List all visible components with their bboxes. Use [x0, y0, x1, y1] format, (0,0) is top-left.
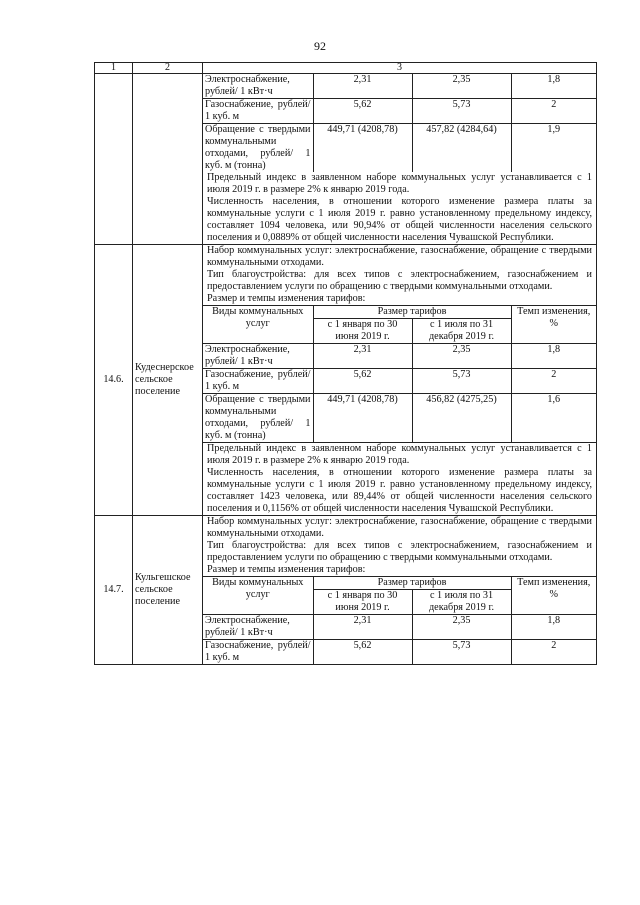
table-row: [203, 615, 596, 640]
service-name: Обращение с твердыми коммунальными отходами, рублей/ 1 куб. м (тонна): [203, 124, 313, 173]
settlement-row-14-7: [95, 516, 597, 665]
change-rate: 1,9: [511, 124, 596, 173]
header-jul-dec: с 1 июля по 31 декабря 2019 г.: [412, 590, 511, 615]
header-jul-dec: с 1 июля по 31 декабря 2019 г.: [412, 319, 511, 344]
tariff-jul: 2,35: [412, 344, 511, 369]
item-number: 14.7.: [95, 516, 133, 665]
header-tariff-size: Размер тарифов: [313, 577, 511, 590]
change-rate: 2: [511, 99, 596, 124]
item-number: 14.6.: [95, 245, 133, 516]
change-rate: 1,8: [511, 74, 596, 99]
tariff-subtable: [203, 74, 596, 172]
service-name: Электроснабжение, рублей/ 1 кВт·ч: [203, 344, 313, 369]
table-row: [203, 640, 596, 665]
limit-index-note: Предельный индекс в заявленном наборе коммунальных услуг устанавливается с 1 июля 2019 г. в размере 2% к январю 2019 года.: [203, 442, 596, 467]
table-row: [203, 344, 596, 369]
service-name: Газоснабжение, рублей/ 1 куб. м: [203, 369, 313, 394]
tariff-jul: 2,35: [412, 615, 511, 640]
change-rate: 1,8: [511, 344, 596, 369]
settlement-name: Кульгешское сельское поселение: [133, 516, 203, 665]
tariff-jul: 2,35: [412, 74, 511, 99]
header-change-rate: Темп изменения, %: [511, 577, 596, 615]
tariff-caption: Размер и темпы изменения тарифов:: [207, 293, 366, 304]
continued-settlement-row: [95, 74, 597, 245]
page-number: 92: [314, 39, 326, 53]
improvement-type: Тип благоустройства: для всех типов с электроснабжением, газоснабжением и предоставлением услуги по обращению с твердыми коммунальными отходами.: [207, 540, 592, 563]
change-rate: 1,6: [511, 394, 596, 443]
table-row: [203, 394, 596, 443]
col-1-number: 1: [95, 63, 133, 74]
tariff-table: [94, 62, 597, 665]
subtable-header: [203, 306, 596, 319]
service-name: Газоснабжение, рублей/ 1 куб. м: [203, 99, 313, 124]
service-name: Электроснабжение, рублей/ 1 кВт·ч: [203, 615, 313, 640]
tariff-jan: 5,62: [313, 640, 412, 665]
tariff-jan: 2,31: [313, 615, 412, 640]
population-note: Численность населения, в отношении которого изменение размера платы за коммунальные услуги с 1 июля 2019 г. равно установленному предельному индексу, составляет 1423 человека, или 89,44% от общей численности населения сельского поселения и 0,1156% от общей численности населения Чувашской Республики.: [207, 467, 592, 514]
limit-index-note: Предельный индекс в заявленном наборе коммунальных услуг устанавливается с 1 июля 2019 г. в размере 2% к январю 2019 года.: [207, 172, 592, 195]
tariff-jan: 449,71 (4208,78): [313, 124, 412, 173]
tariff-jul: 5,73: [412, 640, 511, 665]
tariff-jul: 456,82 (4275,25): [412, 394, 511, 443]
change-rate: 1,8: [511, 615, 596, 640]
improvement-type: Тип благоустройства: для всех типов с электроснабжением, газоснабжением и предоставлением услуги по обращению с твердыми коммунальными отходами.: [207, 269, 592, 292]
column-number-row: [95, 63, 597, 74]
settlement-row-14-6: [95, 245, 597, 516]
population-note: Численность населения, в отношении которого изменение размера платы за коммунальные услуги с 1 июля 2019 г. равно установленному предельному индексу, составляет 1094 человека, или 90,94% от общей численности населения сельского поселения и 0,0889% от общей численности населения Чувашской Республики.: [207, 196, 592, 243]
services-set: Набор коммунальных услуг: электроснабжение, газоснабжение, обращение с твердыми коммунальными отходами.: [207, 516, 592, 539]
tariff-subtable: [203, 305, 596, 442]
subtable-header: [203, 577, 596, 590]
tariff-subtable: [203, 576, 596, 664]
header-change-rate: Темп изменения, %: [511, 306, 596, 344]
header-jan-jun: с 1 января по 30 июня 2019 г.: [313, 590, 412, 615]
header-tariff-size: Размер тарифов: [313, 306, 511, 319]
service-name: Электроснабжение, рублей/ 1 кВт·ч: [203, 74, 313, 99]
header-jan-jun: с 1 января по 30 июня 2019 г.: [313, 319, 412, 344]
tariff-jul: 5,73: [412, 99, 511, 124]
tariff-caption: Размер и темпы изменения тарифов:: [207, 564, 366, 575]
tariff-jan: 5,62: [313, 99, 412, 124]
settlement-name: Кудеснерское сельское поселение: [133, 245, 203, 516]
col-2-number: 2: [133, 63, 203, 74]
services-set: Набор коммунальных услуг: электроснабжение, газоснабжение, обращение с твердыми коммунальными отходами.: [207, 245, 592, 268]
tariff-jul: 457,82 (4284,64): [412, 124, 511, 173]
table-row: [203, 124, 596, 173]
tariff-jul: 5,73: [412, 369, 511, 394]
table-row: [203, 369, 596, 394]
tariff-jan: 5,62: [313, 369, 412, 394]
col-3-number: 3: [203, 63, 597, 74]
tariff-jan: 449,71 (4208,78): [313, 394, 412, 443]
table-row: [203, 99, 596, 124]
service-name: Обращение с твердыми коммунальными отходами, рублей/ 1 куб. м (тонна): [203, 394, 313, 443]
change-rate: 2: [511, 369, 596, 394]
header-service-types: Виды коммунальных услуг: [203, 306, 313, 344]
header-service-types: Виды коммунальных услуг: [203, 577, 313, 615]
tariff-jan: 2,31: [313, 74, 412, 99]
change-rate: 2: [511, 640, 596, 665]
service-name: Газоснабжение, рублей/ 1 куб. м: [203, 640, 313, 665]
table-row: [203, 74, 596, 99]
tariff-jan: 2,31: [313, 344, 412, 369]
